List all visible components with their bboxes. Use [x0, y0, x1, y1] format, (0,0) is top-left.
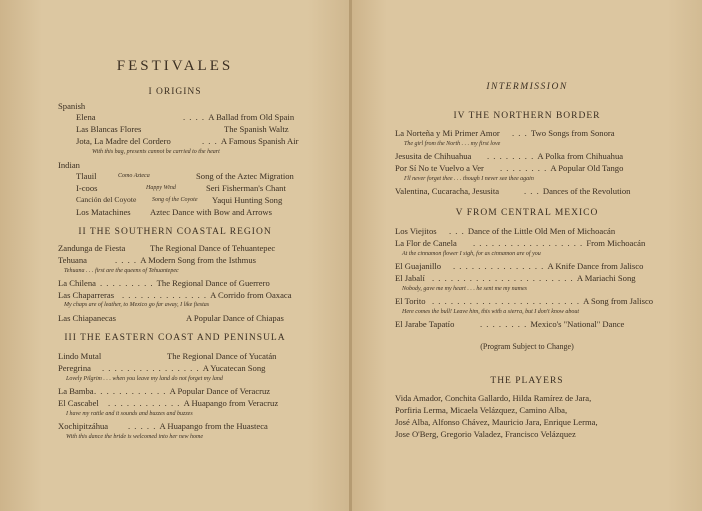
song-quote: I have my rattle and it sounds and buzzes and buzzes	[66, 411, 193, 417]
song-quote: Tehuana . . . first are the queens of Tehuantepec	[64, 268, 179, 274]
list-item: Valentina, Cucaracha, Jesusita	[395, 186, 500, 196]
list-item: El Cascabel	[58, 398, 99, 408]
list-item: Canción del Coyote	[76, 195, 137, 204]
song-quote: My chaps are of leather, to Mexico go far away, I like fiestas	[64, 302, 210, 308]
list-item: Jota, La Madre del Cordero	[76, 136, 171, 146]
list-item: La Flor de Canela	[395, 238, 457, 248]
song-quote: The girl from the North . . . my first love	[404, 141, 501, 147]
section-central-heading: V FROM CENTRAL MEXICO	[455, 208, 599, 218]
list-item: El Torito	[395, 296, 426, 306]
right-page: INTERMISSION IV THE NORTHERN BORDER La Norteña y Mi Primer Amor . . . Two Songs from Sonora The girl from the North . . . my first love Jesusita de Chihuahua . . . . . . . . A Polka from Chihuahua Por Sí No te Vuelvo a Ver . . . . . . . . A Popular Old Tango I'll never forget thee . . . though I never see thee again Valentina, Cucaracha, Jesusita . . . Dances of the Revolution V FROM CENTRAL MEXICO Los Viejitos . . . Dance of the Little Old Men of Michoacán La Flor de Canela . . . . . . . . . . . . . . . . . . From Michoacán At the cinnamon flower I sigh, for as cinnamon are of you El Guajanillo . . . . . . . . . . . . . . . A Knife Dance from Jalisco El Jabalí . . . . . . . . . . . . . . . . . . . . . . . A Mariachi Song Nobody, gave me my heart . . . he sent me my names El Torito . . . . . . . . . . . . . . . . . . . . . . . . A Song from Jalisco Here comes the bull! Leave him, this with a sierra, but I don't know about El Jarabe Tapatío . . . . . . . . Mexico's "National" Dance (Program Subject to Change) THE PLAYERS Vida Amador, Conchita Gallardo, Hilda Ramírez de Jara, Porfiria Lerma, Micaela Velázquez, Camino Alba, José Alba, Alfonso Chávez, Mauricio Jara, Enrique Lerma, Jose O'Berg, Gregorio Valadez, Francisco Velázquez	[352, 0, 702, 511]
section-southern-heading: II THE SOUTHERN COASTAL REGION	[78, 227, 272, 237]
list-item: Lindo Mutal	[58, 351, 102, 361]
program-note: (Program Subject to Change)	[480, 342, 574, 351]
spanish-label: Spanish	[58, 101, 86, 111]
song-quote: With this dance the bride is welcomed into her new home	[66, 434, 203, 440]
list-item: El Jabalí	[395, 273, 425, 283]
list-item: Zandunga de Fiesta	[58, 243, 126, 253]
program-title: FESTIVALES	[116, 58, 234, 74]
players-line: Porfiria Lerma, Micaela Velázquez, Camino Alba,	[395, 405, 568, 415]
left-page: FESTIVALES I ORIGINS Spanish Elena . . . . A Ballad from Old Spain Las Blancas Flores The Spanish Waltz Jota, La Madre del Cordero . . . A Famous Spanish Air With this bag, presents cannot be carried to the heart Indian Tlauil Como Azteca Song of the Aztec Migration I-coos Happy Wind Seri Fisherman's Chant Canción del Coyote Song of the Coyote Yaqui Hunting Song Los Matachines Aztec Dance with Bow and Arrows II THE SOUTHERN COASTAL REGION Zandunga de Fiesta The Regional Dance of Tehuantepec Tehuana . . . . A Modern Song from the Isthmus Tehuana . . . first are the queens of Tehuantepec La Chilena . . . . . . . . . The Regional Dance of Guerrero Las Chaparreras . . . . . . . . . . . . . . A Corrido from Oaxaca My chaps are of leather, to Mexico go far away, I like fiestas Las Chiapanecas A Popular Dance of Chiapas III THE EASTERN COAST AND PENINSULA Lindo Mutal The Regional Dance of Yucatán Peregrina . . . . . . . . . . . . . . . . A Yucatecan Song Lovely Pilgrim . . . when you leave my land do not forget my land La Bamba . . . . . . . . . . . . A Popular Dance of Veracruz El Cascabel . . . . . . . . . . . . A Huapango from Veracruz I have my rattle and it sounds and buzzes and buzzes Xochipitzáhua . . . . . A Huapango from the Huasteca With this dance the bride is welcomed into her new home	[0, 0, 350, 511]
song-quote: Lovely Pilgrim . . . when you leave my land do not forget my land	[66, 376, 223, 382]
section-northern-heading: IV THE NORTHERN BORDER	[453, 111, 601, 121]
list-item: El Guajanillo	[395, 261, 442, 271]
song-quote: With this bag, presents cannot be carried to the heart	[92, 149, 220, 155]
list-item: I-coos	[76, 183, 98, 193]
list-item: Los Matachines	[76, 207, 131, 217]
list-item: Peregrina	[58, 363, 91, 373]
list-item: Las Chiapanecas	[58, 313, 116, 323]
section-origins-heading: I ORIGINS	[148, 87, 202, 97]
song-quote: At the cinnamon flower I sigh, for as cinnamon are of you	[402, 251, 541, 257]
list-item: Los Viejitos	[395, 226, 437, 236]
list-item: Jesusita de Chihuahua	[395, 151, 472, 161]
players-line: Jose O'Berg, Gregorio Valadez, Francisco Velázquez	[395, 429, 576, 439]
list-item: La Bamba	[58, 386, 94, 396]
list-item: Xochipitzáhua	[58, 421, 109, 431]
indian-label: Indian	[58, 160, 80, 170]
list-item: Tlauil	[76, 171, 97, 181]
list-item: La Chilena	[58, 278, 96, 288]
list-item: El Jarabe Tapatío	[395, 319, 455, 329]
players-heading: THE PLAYERS	[490, 376, 564, 386]
list-item: Elena	[76, 112, 96, 122]
list-item: Por Sí No te Vuelvo a Ver	[395, 163, 484, 173]
section-eastern-heading: III THE EASTERN COAST AND PENINSULA	[64, 333, 286, 343]
players-line: Vida Amador, Conchita Gallardo, Hilda Ramírez de Jara,	[395, 393, 592, 403]
song-quote: Nobody, gave me my heart . . . he sent me my names	[402, 286, 527, 292]
intermission-label: INTERMISSION	[486, 82, 568, 92]
list-item: Tehuana	[58, 255, 87, 265]
list-item: La Norteña y Mi Primer Amor	[395, 128, 500, 138]
players-line: José Alba, Alfonso Chávez, Mauricio Jara, Enrique Lerma,	[395, 417, 598, 427]
list-item: Las Blancas Flores	[76, 124, 142, 134]
song-quote: Here comes the bull! Leave him, this with a sierra, but I don't know about	[402, 309, 580, 315]
song-quote: I'll never forget thee . . . though I never see thee again	[404, 176, 534, 182]
list-item: Las Chaparreras	[58, 290, 115, 300]
